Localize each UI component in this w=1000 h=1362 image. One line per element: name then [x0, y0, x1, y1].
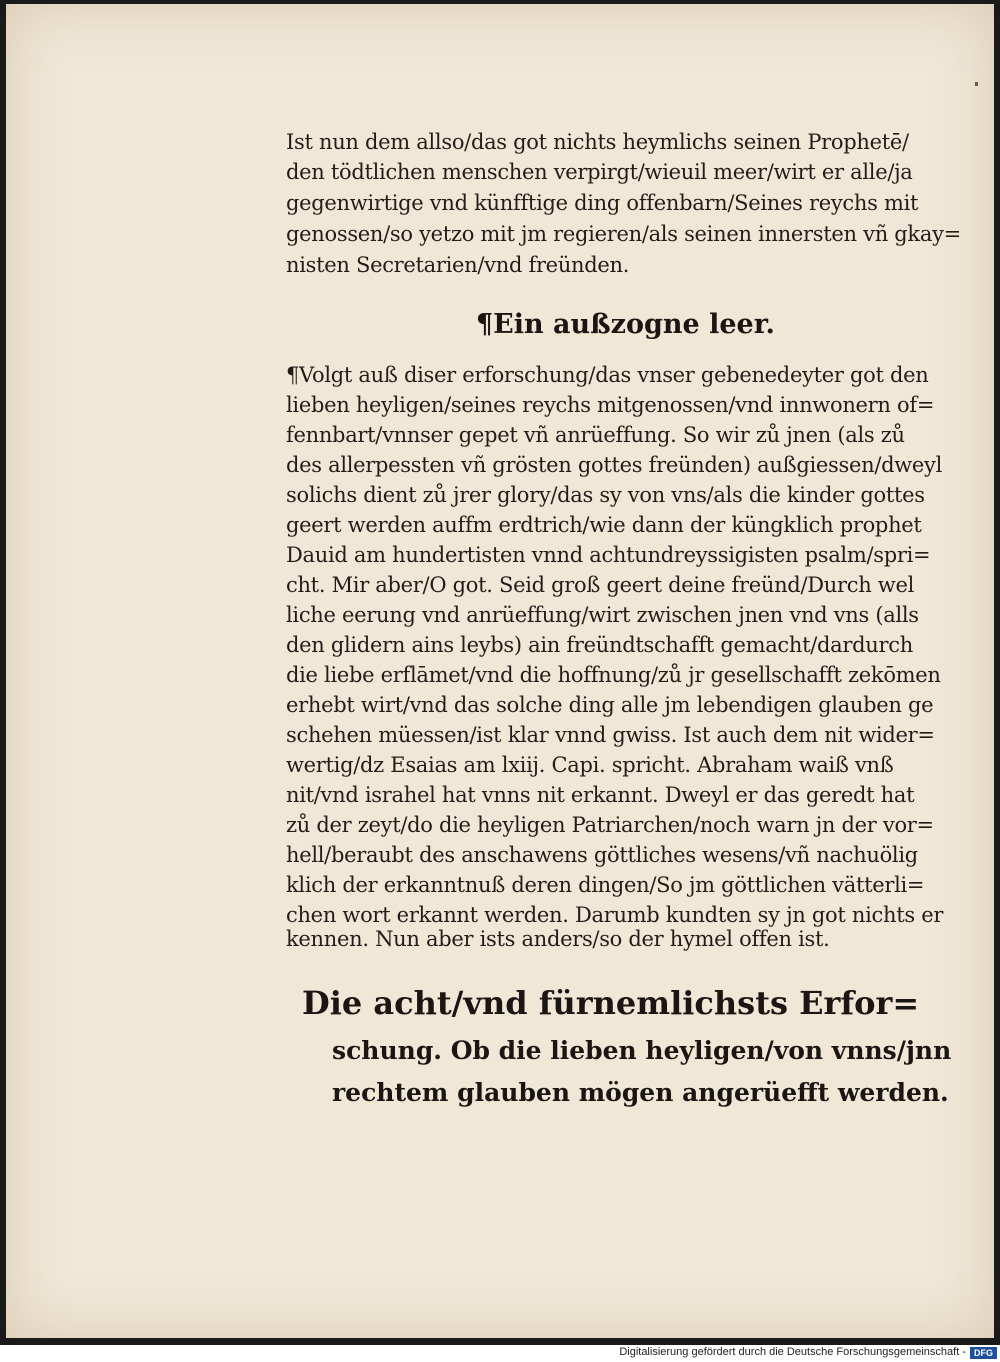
paragraph2-line: chen wort erkannt werden. Darumb kundten sy jn got nichts er: [286, 903, 944, 927]
paragraph2-line: nit/vnd israhel hat vnns nit erkannt. Dweyl er das geredt hat: [286, 783, 915, 807]
paragraph2-line: schehen müessen/ist klar vnnd gwiss. Ist auch dem nit wider=: [286, 723, 935, 747]
paragraph2-line: kennen. Nun aber ists anders/so der hymel offen ist.: [286, 927, 830, 951]
paragraph2-line: die liebe erflāmet/vnd die hoffnung/zů jr gesellschafft zekōmen: [286, 663, 941, 687]
paragraph2-line: solichs dient zů jrer glory/das sy von vns/als die kinder gottes: [286, 483, 925, 507]
chapter-heading-line: schung. Ob die lieben heyligen/von vnns/jnn: [332, 1036, 952, 1065]
section-heading: ¶Ein außzogne leer.: [476, 309, 775, 340]
paragraph1-line: gegenwirtige vnd künfftige ding offenbarn/Seines reychs mit: [286, 191, 919, 215]
paragraph2-line: hell/beraubt des anschawens göttliches wesens/vñ nachuölig: [286, 843, 918, 867]
paragraph2-line: liche eerung vnd anrüeffung/wirt zwischen jnen vnd vns (alls: [286, 603, 919, 627]
paragraph2-line: fennbart/vnnser gepet vñ anrüeffung. So wir zů jnen (als zů: [286, 423, 905, 447]
paragraph2-line: lieben heyligen/seines reychs mitgenossen/vnd innwonern of=: [286, 393, 935, 417]
paragraph1-line: den tödtlichen menschen verpirgt/wieuil meer/wirt er alle/ja: [286, 160, 913, 184]
dfg-logo: DFG: [970, 1347, 997, 1359]
paragraph2-line: wertig/dz Esaias am lxiij. Capi. spricht. Abraham waiß vnß: [286, 753, 894, 777]
paragraph2-line: ¶Volgt auß diser erforschung/das vnser gebenedeyter got den: [286, 363, 929, 387]
paragraph1-line: Ist nun dem allso/das got nichts heymlichs seinen Prophetē/: [286, 130, 909, 154]
paragraph2-line: zů der zeyt/do die heyligen Patriarchen/noch warn jn der vor=: [286, 813, 934, 837]
book-page: [6, 4, 994, 1338]
paragraph2-line: geert werden auffm erdtrich/wie dann der küngklich prophet: [286, 513, 922, 537]
chapter-heading-line: rechtem glauben mögen angerüefft werden.: [332, 1078, 949, 1107]
paragraph1-line: nisten Secretarien/vnd freünden.: [286, 253, 630, 277]
paragraph2-line: cht. Mir aber/O got. Seid groß geert deine freünd/Durch wel: [286, 573, 915, 597]
paragraph2-line: klich der erkanntnuß deren dingen/So jm göttlichen vätterli=: [286, 873, 925, 897]
margin-mark: [975, 82, 978, 86]
paragraph2-line: des allerpessten vñ grösten gottes freünden) außgiessen/dweyl: [286, 453, 943, 477]
paragraph1-line: genossen/so yetzo mit jm regieren/als seinen innersten vñ gkay=: [286, 222, 961, 246]
chapter-heading-line: Die acht/vnd fürnemlichsts Erfor=: [302, 984, 920, 1022]
paragraph2-line: Dauid am hundertisten vnnd achtundreyssigisten psalm/spri=: [286, 543, 931, 567]
paragraph2-line: erhebt wirt/vnd das solche ding alle jm lebendigen glauben ge: [286, 693, 934, 717]
footer-bar: [0, 1345, 1000, 1362]
footer-credit: Digitalisierung gefördert durch die Deutsche Forschungsgemeinschaft -: [619, 1346, 966, 1358]
paragraph2-line: den glidern ains leybs) ain freündtschafft gemacht/dardurch: [286, 633, 913, 657]
